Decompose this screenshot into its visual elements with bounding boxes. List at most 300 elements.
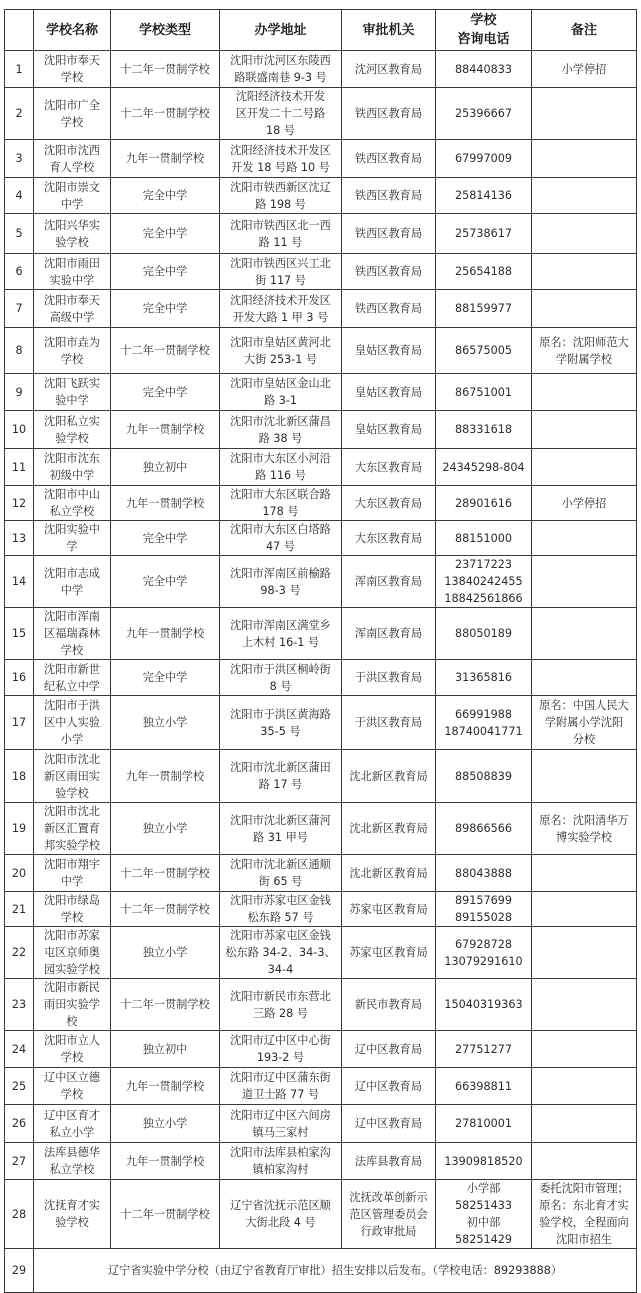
school-address-line: 沈阳市铁西新区沈辽 (230, 180, 331, 194)
school-name (34, 1180, 111, 1249)
school-address-line: 辽宁省沈抚示范区顺 (230, 1199, 331, 1212)
consult-phone (436, 88, 532, 140)
consult-phone (436, 1180, 532, 1249)
remark (532, 803, 637, 855)
table-row (5, 750, 637, 803)
consult-phone-line: 86751001 (455, 385, 512, 399)
consult-phone-line: 18842561866 (444, 592, 523, 605)
school-address-line: 178 号 (262, 505, 299, 518)
consult-phone (436, 927, 532, 979)
school-type: 完全中学 (111, 290, 220, 328)
school-name-line: 学校 (60, 644, 84, 657)
school-name-line: 验学校 (55, 1216, 89, 1229)
table-row (5, 1031, 637, 1068)
school-name (34, 214, 111, 254)
school-type: 十二年一贯制学校 (111, 979, 220, 1031)
table-row (5, 51, 637, 88)
row-number: 26 (5, 1105, 34, 1143)
header-index (5, 10, 34, 51)
school-address (220, 892, 342, 927)
row-number: 22 (5, 927, 34, 979)
row-number: 12 (5, 486, 34, 521)
consult-phone (436, 892, 532, 927)
row-number: 24 (5, 1031, 34, 1068)
school-name-line: 私立小学 (49, 1125, 95, 1139)
approval-authority (342, 660, 436, 696)
school-name-line: 学校 (60, 115, 84, 129)
table-row (5, 1105, 637, 1143)
school-address-line: 98-3 号 (260, 583, 301, 597)
consult-phone-line: 89866566 (455, 822, 512, 835)
school-type: 九年一贯制学校 (111, 750, 220, 803)
school-address-line: 193-2 号 (256, 1051, 305, 1064)
school-address (220, 254, 342, 290)
remark (532, 1068, 637, 1105)
remark (532, 979, 637, 1031)
remark (532, 486, 637, 521)
table-row (5, 88, 637, 140)
school-address (220, 328, 342, 374)
school-name-line: 沈阳市沈北 (44, 805, 100, 818)
consult-phone (436, 696, 532, 750)
approval-authority-line: 辽中区教育局 (354, 1079, 423, 1093)
row-number: 27 (5, 1143, 34, 1180)
consult-phone (436, 608, 532, 660)
consult-phone-line: 27751277 (455, 1042, 512, 1056)
school-name (34, 608, 111, 660)
approval-authority (342, 178, 436, 214)
school-address (220, 1143, 342, 1180)
school-address (220, 51, 342, 88)
approval-authority (342, 608, 436, 660)
consult-phone-line: 小学部 (466, 1182, 501, 1195)
school-type: 完全中学 (111, 178, 220, 214)
consult-phone-line: 24345298-804 (442, 460, 525, 474)
school-name-line: 学 (66, 540, 78, 553)
school-address-line: 沈阳经济技术开发区 (230, 143, 331, 157)
remark-line: 小学停招 (561, 496, 607, 510)
consult-phone-line: 88508839 (455, 769, 512, 783)
school-address-line: 沈阳经济技术开发 (235, 90, 326, 103)
school-name (34, 328, 111, 374)
school-type: 独立小学 (111, 696, 220, 750)
school-name-line: 初级中学 (49, 469, 95, 482)
school-name-line: 沈阳私立实 (44, 414, 100, 428)
school-type: 完全中学 (111, 214, 220, 254)
school-name-line: 沈阳市新世 (44, 662, 100, 676)
approval-authority-line: 铁西区教育局 (354, 265, 423, 278)
approval-authority (342, 1180, 436, 1249)
consult-phone-line: 13840242455 (444, 575, 523, 588)
school-name-line: 沈阳市广全 (44, 98, 100, 112)
school-name (34, 803, 111, 855)
approval-authority-line: 辽中区教育局 (354, 1042, 423, 1056)
row-number: 11 (5, 449, 34, 486)
school-address-line: 松东路 57 号 (247, 911, 314, 924)
school-address-line: 路 198 号 (255, 197, 306, 211)
consult-phone (436, 556, 532, 608)
consult-phone-line: 31365816 (455, 671, 512, 684)
school-address-line: 上木村 16-1 号 (241, 635, 320, 649)
school-type: 九年一贯制学校 (111, 486, 220, 521)
approval-authority-line: 沈北新区教育局 (349, 866, 428, 880)
table-row (5, 411, 637, 449)
approval-authority (342, 254, 436, 290)
school-name (34, 855, 111, 892)
school-name-line: 验中学 (55, 394, 89, 407)
school-address (220, 1105, 342, 1143)
row-number: 4 (5, 178, 34, 214)
school-type: 独立初中 (111, 1031, 220, 1068)
approval-authority (342, 979, 436, 1031)
school-address (220, 290, 342, 328)
approval-authority (342, 328, 436, 374)
approval-authority (342, 803, 436, 855)
header-authority: 审批机关 (342, 10, 436, 51)
school-address (220, 449, 342, 486)
school-name-line: 沈阳市中山 (44, 488, 100, 501)
school-address-line: 路 116 号 (255, 469, 306, 482)
header-phone-line: 咨询电话 (457, 32, 510, 47)
school-address-line: 沈阳市皇姑区黄河北 (230, 335, 331, 349)
school-address-line: 沈阳市沈河区东陵西 (230, 54, 331, 67)
remark (532, 140, 637, 178)
consult-phone-line: 13909818520 (444, 1154, 523, 1168)
consult-phone-line: 88043888 (455, 866, 512, 880)
table-row (5, 521, 637, 556)
approval-authority (342, 521, 436, 556)
school-address (220, 1068, 342, 1105)
school-name-line: 中学 (60, 197, 84, 211)
consult-phone-line: 25814136 (455, 189, 512, 202)
school-type: 十二年一贯制学校 (111, 328, 220, 374)
remark (532, 521, 637, 556)
approval-authority-line: 皇姑区教育局 (354, 385, 423, 399)
school-name-line: 辽中区育才 (44, 1108, 100, 1122)
footer-row (5, 1249, 637, 1293)
school-address-line: 路联盛南巷 9-3 号 (234, 71, 327, 84)
school-address-line: 三路 28 号 (253, 1006, 308, 1020)
consult-phone (436, 140, 532, 178)
table-row (5, 1068, 637, 1105)
school-address-line: 沈阳市大东区小河沿 (230, 452, 331, 465)
remark-line: 委托沈阳市管理； (539, 1182, 629, 1195)
school-name-line: 沈阳市沈西 (44, 143, 100, 157)
school-name-line: 育人学校 (49, 160, 95, 174)
school-name-line: 沈阳市绿岛 (44, 894, 100, 907)
remark (532, 927, 637, 979)
consult-phone-line: 58251433 (455, 1199, 512, 1212)
table-row (5, 855, 637, 892)
remark (532, 1180, 637, 1249)
approval-authority (342, 214, 436, 254)
school-address-line: 沈阳市法库县柏家沟 (230, 1146, 331, 1159)
school-type: 十二年一贯制学校 (111, 1180, 220, 1249)
school-name-line: 学校 (60, 911, 84, 924)
approval-authority-line: 苏家屯区教育局 (349, 902, 428, 916)
school-name-line: 沈阳市新民 (44, 981, 100, 994)
table-row (5, 1180, 637, 1249)
school-name-line: 辽中区立德 (44, 1071, 100, 1084)
school-name-line: 区中人实验 (44, 716, 100, 729)
school-address-line: 8 号 (269, 679, 292, 693)
school-name-line: 沈阳市雨田 (44, 256, 100, 270)
school-address (220, 214, 342, 254)
consult-phone (436, 750, 532, 803)
consult-phone (436, 214, 532, 254)
header-note: 备注 (532, 10, 637, 51)
school-name-line: 屯区京师奥 (44, 946, 100, 959)
remark-line: 分校 (572, 733, 596, 746)
school-name-line: 沈阳实验中 (44, 523, 100, 536)
school-address (220, 696, 342, 750)
school-address-line: 沈阳市沈北新区蒲田 (230, 761, 331, 774)
school-name-line: 沈阳市崇文 (44, 180, 100, 194)
school-type: 完全中学 (111, 521, 220, 556)
header-phone (436, 10, 532, 51)
remark (532, 855, 637, 892)
consult-phone (436, 1031, 532, 1068)
approval-authority-line: 铁西区教育局 (354, 227, 423, 240)
remark (532, 214, 637, 254)
remark (532, 51, 637, 88)
school-address (220, 486, 342, 521)
school-address (220, 374, 342, 411)
school-address-line: 路 11 号 (258, 235, 303, 249)
school-name-line: 沈阳市浑南 (44, 610, 100, 623)
school-address (220, 927, 342, 979)
approval-authority (342, 696, 436, 750)
school-address-line: 大街 253-1 号 (243, 352, 318, 366)
remark (532, 411, 637, 449)
consult-phone-line: 88151000 (455, 531, 512, 545)
row-number: 9 (5, 374, 34, 411)
approval-authority (342, 855, 436, 892)
school-address-line: 沈阳市沈北新区蒲河 (230, 813, 331, 827)
approval-authority-line: 行政审批局 (360, 1224, 417, 1238)
school-address-line: 沈阳市于洪区黄海路 (230, 707, 331, 721)
consult-phone-line: 88440833 (455, 62, 512, 76)
school-type: 十二年一贯制学校 (111, 892, 220, 927)
row-number: 28 (5, 1180, 34, 1249)
school-address-line: 道卫士路 77 号 (241, 1088, 320, 1101)
school-address (220, 608, 342, 660)
approval-authority-line: 大东区教育局 (354, 496, 423, 510)
remark (532, 1105, 637, 1143)
school-address-line: 沈阳市苏家屯区金钱 (230, 929, 331, 942)
school-name (34, 1105, 111, 1143)
school-address (220, 178, 342, 214)
school-name (34, 411, 111, 449)
row-number: 3 (5, 140, 34, 178)
school-name-line: 学校 (60, 352, 84, 366)
school-address-line: 沈阳市大东区联合路 (230, 488, 331, 501)
school-name (34, 696, 111, 750)
footer-note: 辽宁省实验中学分校（由辽宁省教育厅审批）招生安排以后发布。（学校电话：89293888） (34, 1249, 637, 1293)
school-address-line: 镇柏家沟村 (252, 1163, 309, 1176)
school-address (220, 411, 342, 449)
row-number: 5 (5, 214, 34, 254)
school-name-line: 纪私立中学 (44, 679, 100, 693)
school-address-line: 路 38 号 (258, 431, 303, 445)
school-address-line: 沈阳市新民市东营北 (230, 989, 331, 1003)
school-name-line: 沈阳市苏家 (44, 929, 100, 942)
school-type: 完全中学 (111, 374, 220, 411)
consult-phone-line: 15040319363 (444, 998, 523, 1011)
school-address-line: 区开发二十二号路 (235, 107, 326, 120)
school-name (34, 88, 111, 140)
school-name-line: 法库县德华 (44, 1146, 100, 1159)
table-row (5, 328, 637, 374)
school-name (34, 140, 111, 178)
school-address-line: 开发大路 1 甲 3 号 (232, 310, 329, 324)
school-name-line: 验学校 (55, 431, 89, 445)
consult-phone (436, 521, 532, 556)
school-type: 独立小学 (111, 803, 220, 855)
consult-phone (436, 411, 532, 449)
school-address-line: 沈阳市铁西区北一西 (230, 218, 331, 232)
remark (532, 290, 637, 328)
school-address (220, 855, 342, 892)
consult-phone-line: 67997009 (455, 152, 512, 165)
school-name-line: 新区雨田实 (44, 769, 100, 783)
school-type: 九年一贯制学校 (111, 1068, 220, 1105)
consult-phone-line: 88159977 (455, 302, 512, 315)
school-name (34, 1143, 111, 1180)
table-row (5, 1143, 637, 1180)
table-row (5, 660, 637, 696)
school-address-line: 47 号 (266, 540, 295, 553)
row-number: 16 (5, 660, 34, 696)
school-name (34, 486, 111, 521)
approval-authority (342, 486, 436, 521)
school-address-line: 松东路 34-2、34-3、 (225, 946, 336, 959)
school-address-line: 路 3-1 (263, 394, 298, 407)
school-name-line: 沈阳兴华实 (44, 218, 100, 232)
school-type: 九年一贯制学校 (111, 140, 220, 178)
consult-phone (436, 1143, 532, 1180)
approval-authority (342, 1068, 436, 1105)
remark (532, 750, 637, 803)
consult-phone-line: 28901616 (455, 496, 512, 510)
approval-authority-line: 浑南区教育局 (354, 627, 423, 640)
remark (532, 1031, 637, 1068)
school-name-line: 沈阳市沈北 (44, 752, 100, 766)
header-address: 办学地址 (220, 10, 342, 51)
header-phone-line: 学校 (470, 13, 497, 28)
approval-authority-line: 法库县教育局 (354, 1154, 423, 1168)
remark-line: 原名：沈阳清华万 (539, 813, 629, 827)
remark-line: 原名：东北育才实 (539, 1199, 629, 1212)
school-name-line: 沈阳市于洪 (44, 699, 100, 712)
school-address-line: 街 117 号 (255, 273, 306, 287)
approval-authority-line: 铁西区教育局 (354, 152, 423, 165)
school-type: 完全中学 (111, 254, 220, 290)
school-type: 独立小学 (111, 927, 220, 979)
consult-phone (436, 51, 532, 88)
school-address (220, 88, 342, 140)
approval-authority-line: 于洪区教育局 (354, 671, 423, 684)
school-name-line: 雨田实验学 (44, 998, 100, 1011)
school-name-line: 学校 (60, 1051, 84, 1064)
school-address-line: 沈阳市大东区白塔路 (230, 523, 331, 536)
school-name-line: 私立学校 (49, 1163, 95, 1176)
school-type: 十二年一贯制学校 (111, 88, 220, 140)
approval-authority (342, 750, 436, 803)
table-row (5, 254, 637, 290)
school-name (34, 521, 111, 556)
school-name (34, 449, 111, 486)
school-address (220, 750, 342, 803)
consult-phone (436, 1105, 532, 1143)
school-type: 独立初中 (111, 449, 220, 486)
school-address-line: 沈阳市铁西区兴工北 (230, 256, 331, 270)
school-type: 完全中学 (111, 660, 220, 696)
school-name-line: 沈阳市志成 (44, 566, 100, 580)
approval-authority-line: 沈北新区教育局 (349, 822, 428, 835)
school-address-line: 沈阳市浑南区满堂乡 (230, 618, 331, 632)
school-address-line: 沈阳经济技术开发区 (230, 293, 331, 307)
remark-line: 学附属学校 (556, 352, 612, 366)
school-name-line: 邦实验学校 (44, 839, 100, 852)
consult-phone (436, 803, 532, 855)
table-row (5, 290, 637, 328)
school-address-line: 街 65 号 (258, 875, 303, 888)
approval-authority (342, 1143, 436, 1180)
school-name-line: 中学 (60, 583, 84, 597)
school-name-line: 沈阳市沈东 (44, 452, 100, 465)
table-row (5, 892, 637, 927)
consult-phone-line: 58251429 (455, 1233, 512, 1246)
remark-line: 小学停招 (561, 62, 607, 76)
school-name-line: 校 (66, 1015, 78, 1028)
approval-authority-line: 新民市教育局 (354, 998, 423, 1011)
consult-phone-line: 86575005 (455, 344, 512, 357)
remark (532, 1143, 637, 1180)
school-address-line: 沈阳市辽中区六间房 (230, 1108, 331, 1122)
school-address (220, 556, 342, 608)
consult-phone-line: 66991988 (455, 707, 512, 721)
remark-line: 原名：沈阳师范大 (539, 335, 629, 349)
school-address-line: 35-5 号 (260, 724, 301, 738)
school-name-line: 中学 (60, 875, 84, 888)
table-row (5, 696, 637, 750)
school-name (34, 290, 111, 328)
row-number: 1 (5, 51, 34, 88)
row-number: 21 (5, 892, 34, 927)
consult-phone (436, 374, 532, 411)
consult-phone (436, 660, 532, 696)
school-name-line: 实验中学 (49, 273, 95, 287)
approval-authority-line: 浑南区教育局 (354, 575, 423, 588)
school-type: 九年一贯制学校 (111, 411, 220, 449)
consult-phone (436, 254, 532, 290)
approval-authority (342, 892, 436, 927)
school-address-line: 沈阳市辽中区中心街 (230, 1034, 331, 1047)
approval-authority-line: 大东区教育局 (354, 460, 423, 474)
remark (532, 178, 637, 214)
consult-phone-line: 88050189 (455, 627, 512, 640)
remark (532, 374, 637, 411)
row-number: 29 (5, 1249, 34, 1293)
consult-phone-line: 18740041771 (444, 724, 523, 738)
school-name-line: 园实验学校 (44, 963, 100, 976)
consult-phone-line: 66398811 (455, 1079, 512, 1093)
row-number: 17 (5, 696, 34, 750)
school-address-line: 沈阳市辽中区蒲东街 (230, 1071, 331, 1084)
approval-authority (342, 51, 436, 88)
school-name-line: 私立学校 (49, 505, 95, 518)
